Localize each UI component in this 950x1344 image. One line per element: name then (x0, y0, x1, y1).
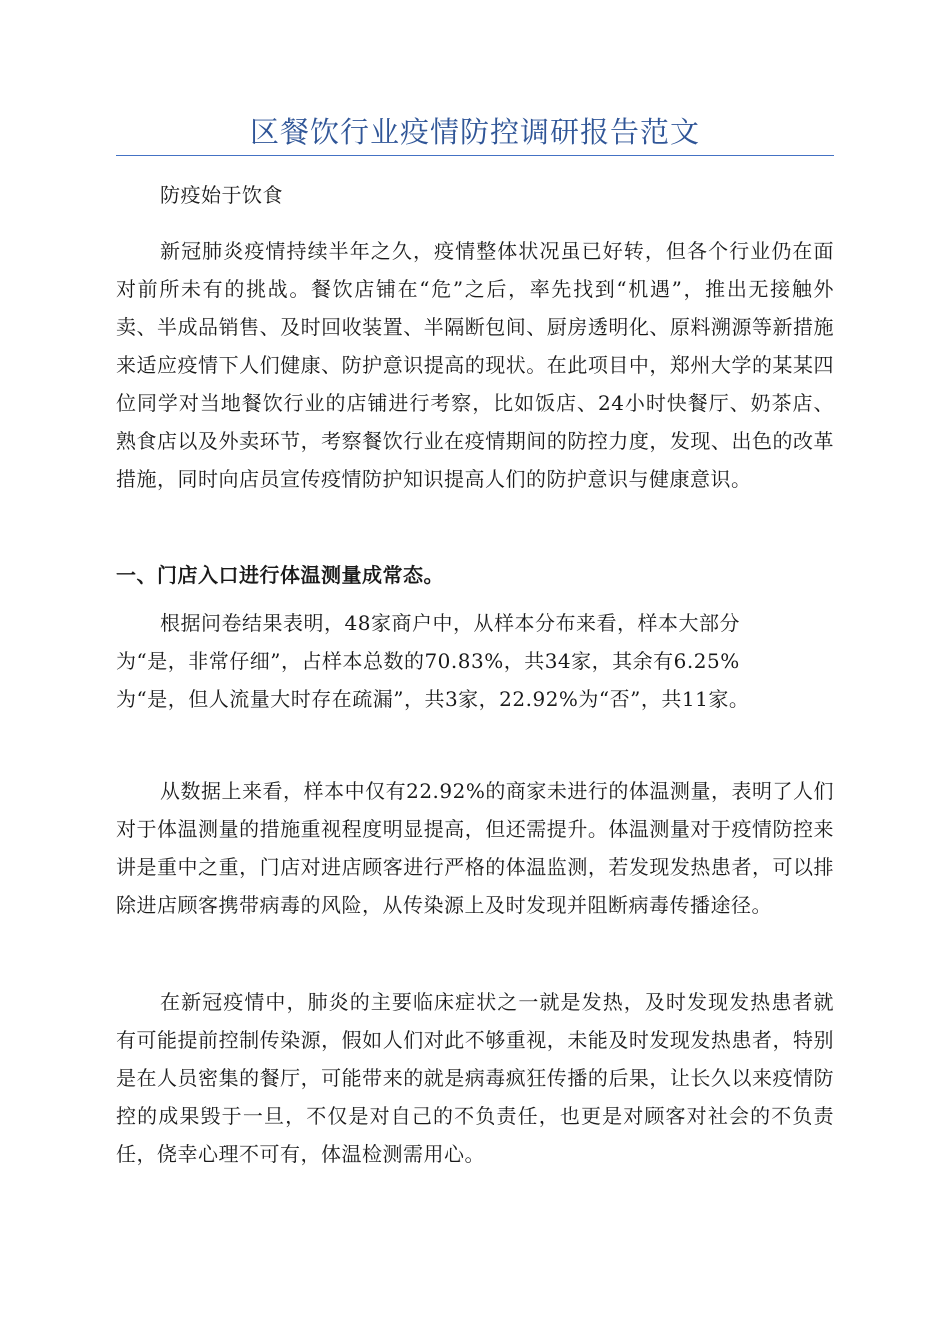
document-title: 区餐饮行业疫情防控调研报告范文 (249, 115, 700, 149)
subtitle-paragraph: 防疫始于饮食 (160, 183, 283, 207)
data-analysis-paragraph: 从数据上来看，样本中仅有22.92%的商家未进行的体温测量，表明了人们对于体温测量的措施重视程度明显提高，但还需提升。体温测量对于疫情防控来讲是重中之重，门店对进店顾客进行严格的体温监测，若发现发热患者，可以排除进店顾客携带病毒的风险，从传染源上及时发现并阻断病毒传播途径。 (116, 779, 834, 917)
intro-paragraph: 新冠肺炎疫情持续半年之久，疫情整体状况虽已好转，但各个行业仍在面对前所未有的挑战。餐饮店铺在“危”之后，率先找到“机遇”，推出无接触外卖、半成品销售、及时回收装置、半隔断包间、厨房透明化、原料溯源等新措施来适应疫情下人们健康、防护意识提高的现状。在此项目中，郑州大学的某某四位同学对当地餐饮行业的店铺进行考察，比如饭店、24小时快餐厅、奶茶店、熟食店以及外卖环节，考察餐饮行业在疫情期间的防控力度，发现、出色的改革措施，同时向店员宣传疫情防护知识提高人们的防护意识与健康意识。 (116, 239, 834, 491)
survey-result-paragraph: 根据问卷结果表明，48家商户中，从样本分布来看，样本大部分为“是，非常仔细”，占样本总数的70.83%，共34家，其余有6.25%为“是，但人流量大时存在疏漏”，共3家，22.92%为“否”，共11家。 (116, 611, 750, 711)
section-heading: 一、门店入口进行体温测量成常态。 (116, 563, 444, 587)
title-underline (116, 155, 834, 156)
conclusion-paragraph: 在新冠疫情中，肺炎的主要临床症状之一就是发热，及时发现发热患者就有可能提前控制传染源，假如人们对此不够重视，未能及时发现发热患者，特别是在人员密集的餐厅，可能带来的就是病毒疯狂传播的后果，让长久以来疫情防控的成果毁于一旦，不仅是对自己的不负责任，也更是对顾客对社会的不负责任，侥幸心理不可有，体温检测需用心。 (116, 990, 834, 1166)
